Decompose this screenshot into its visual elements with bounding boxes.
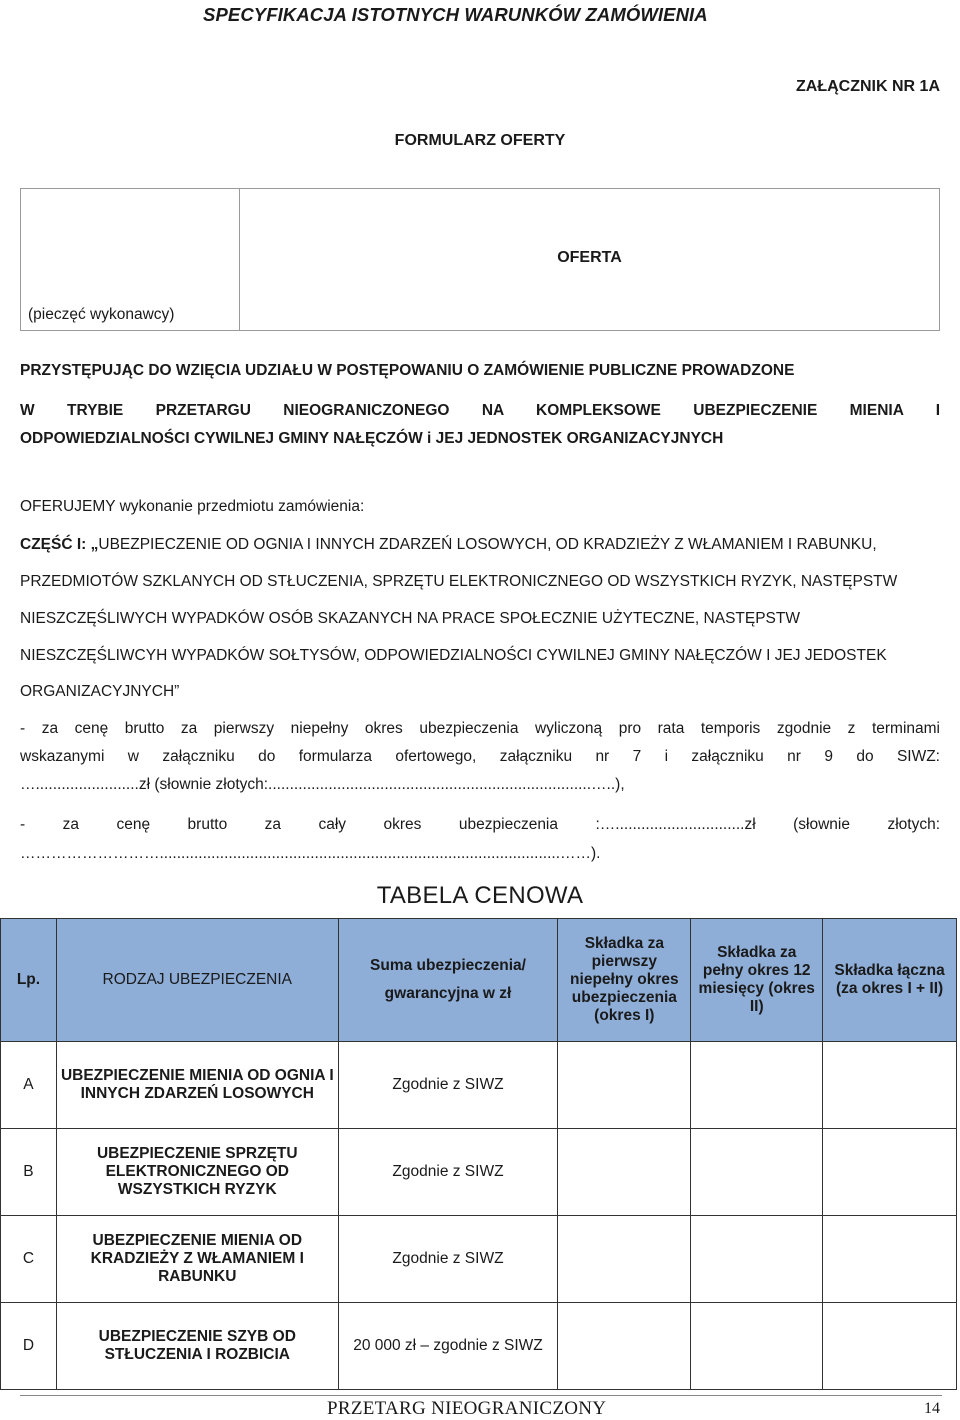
price-total-line-2[interactable]: ……………………….............................................................................................……). — [20, 845, 601, 862]
row-total-premium-field[interactable] — [823, 1303, 957, 1390]
intro-line-2: W TRYBIE PRZETARGU NIEOGRANICZONEGO NA KOMPLEKSOWE UBEZPIECZENIE MIENIA I — [20, 402, 940, 419]
header-first-period-premium: Składka za pierwszy niepełny okres ubezpieczenia (okres I) — [558, 919, 691, 1042]
intro-line-3: ODPOWIEDZIALNOŚCI CYWILNEJ GMINY NAŁĘCZÓW i JEJ JEDNOSTEK ORGANIZACYJNYCH — [20, 430, 724, 447]
price-table — [0, 918, 957, 1390]
table-row — [1, 1216, 957, 1303]
intro-line-1: PRZYSTĘPUJĄC DO WZIĘCIA UDZIAŁU W POSTĘPOWANIU O ZAMÓWIENIE PUBLICZNE PROWADZONE — [20, 362, 795, 379]
row-sum-insured: 20 000 zł – zgodnie z SIWZ — [338, 1303, 558, 1390]
row-total-premium-field[interactable] — [823, 1216, 957, 1303]
document-header-title: SPECYFIKACJA ISTOTNYCH WARUNKÓW ZAMÓWIENIA — [203, 4, 708, 25]
row-lp: D — [1, 1303, 57, 1390]
row-first-period-premium-field[interactable] — [558, 1042, 691, 1129]
row-sum-insured: Zgodnie z SIWZ — [338, 1216, 558, 1303]
offer-box — [239, 188, 940, 331]
row-insurance-type: UBEZPIECZENIE MIENIA OD OGNIA I INNYCH ZDARZEŃ LOSOWYCH — [56, 1042, 338, 1129]
row-total-premium-field[interactable] — [823, 1129, 957, 1216]
row-sum-insured: Zgodnie z SIWZ — [338, 1042, 558, 1129]
part-text-1: UBEZPIECZENIE OD OGNIA I INNYCH ZDARZEŃ LOSOWYCH, OD KRADZIEŻY Z WŁAMANIEM I RABUNKU, — [98, 536, 877, 553]
part-label: CZĘŚĆ I: „ — [20, 536, 99, 553]
row-full-period-premium-field[interactable] — [691, 1303, 823, 1390]
row-lp: C — [1, 1216, 57, 1303]
row-first-period-premium-field[interactable] — [558, 1303, 691, 1390]
table-row — [1, 1042, 957, 1129]
price-table-title: TABELA CENOWA — [376, 882, 584, 909]
price-first-period-line-2: wskazanymi w załączniku do formularza ofertowego, załączniku nr 7 i załączniku nr 9 do SIWZ: — [20, 748, 940, 765]
footer-label: PRZETARG NIEOGRANICZONY — [327, 1398, 607, 1419]
header-total-premium: Składka łączna (za okres I + II) — [823, 919, 957, 1042]
part-line-5: ORGANIZACYJNYCH” — [20, 683, 180, 700]
table-row — [1, 1129, 957, 1216]
form-title: FORMULARZ OFERTY — [394, 132, 566, 149]
offer-lead: OFERUJEMY wykonanie przedmiotu zamówienia: — [20, 498, 365, 515]
price-table-header-row — [1, 919, 957, 1042]
header-sum-insured — [338, 919, 558, 1042]
row-first-period-premium-field[interactable] — [558, 1129, 691, 1216]
row-insurance-type: UBEZPIECZENIE MIENIA OD KRADZIEŻY Z WŁAMANIEM I RABUNKU — [56, 1216, 338, 1303]
row-sum-insured: Zgodnie z SIWZ — [338, 1129, 558, 1216]
row-full-period-premium-field[interactable] — [691, 1216, 823, 1303]
stamp-caption: (pieczęć wykonawcy) — [28, 306, 175, 323]
row-full-period-premium-field[interactable] — [691, 1129, 823, 1216]
header-insurance-type: RODZAJ UBEZPIECZENIA — [56, 919, 338, 1042]
part-line-4: NIESZCZĘŚLIWCYH WYPADKÓW SOŁTYSÓW, ODPOWIEDZIALNOŚCI CYWILNEJ GMINY NAŁĘCZÓW I JEJ JEDOSTEK — [20, 647, 887, 664]
footer-divider — [20, 1395, 942, 1396]
part-line-2: PRZEDMIOTÓW SZKLANYCH OD STŁUCZENIA, SPRZĘTU ELEKTRONICZNEGO OD WSZYSTKICH RYZYK, NASTĘPSTW — [20, 573, 898, 590]
page-number: 14 — [924, 1400, 940, 1417]
row-insurance-type: UBEZPIECZENIE SZYB OD STŁUCZENIA I ROZBICIA — [56, 1303, 338, 1390]
header-lp: Lp. — [1, 919, 57, 1042]
row-full-period-premium-field[interactable] — [691, 1042, 823, 1129]
price-first-period-line-1: - za cenę brutto za pierwszy niepełny okres ubezpieczenia wyliczoną pro rata temporis zgodnie z terminami — [20, 720, 940, 737]
annex-number: ZAŁĄCZNIK NR 1A — [796, 78, 940, 95]
price-first-period-line-3[interactable]: …........................zł (słownie złotych:...........................................................................…..), — [20, 776, 625, 793]
part-line-1 — [20, 536, 940, 554]
offer-label: OFERTA — [557, 249, 622, 266]
part-line-3: NIESZCZĘŚLIWYCH WYPADKÓW OSÓB SKAZANYCH NA PRACE SPOŁECZNIE UŻYTECZNE, NASTĘPSTW — [20, 610, 800, 627]
row-insurance-type: UBEZPIECZENIE SPRZĘTU ELEKTRONICZNEGO OD WSZYSTKICH RYZYK — [56, 1129, 338, 1216]
row-lp: B — [1, 1129, 57, 1216]
stamp-offer-box — [20, 188, 940, 331]
contractor-stamp-field[interactable] — [20, 188, 240, 331]
price-total-line-1[interactable]: - za cenę brutto za cały okres ubezpieczenia :…..............................zł (słownie złotych: — [20, 816, 940, 833]
table-row — [1, 1303, 957, 1390]
header-full-period-premium: Składka za pełny okres 12 miesięcy (okres II) — [691, 919, 823, 1042]
row-first-period-premium-field[interactable] — [558, 1216, 691, 1303]
header-sum-line-2: gwarancyjna w zł — [384, 985, 512, 1002]
row-total-premium-field[interactable] — [823, 1042, 957, 1129]
row-lp: A — [1, 1042, 57, 1129]
header-sum-line-1: Suma ubezpieczenia/ — [370, 957, 526, 974]
